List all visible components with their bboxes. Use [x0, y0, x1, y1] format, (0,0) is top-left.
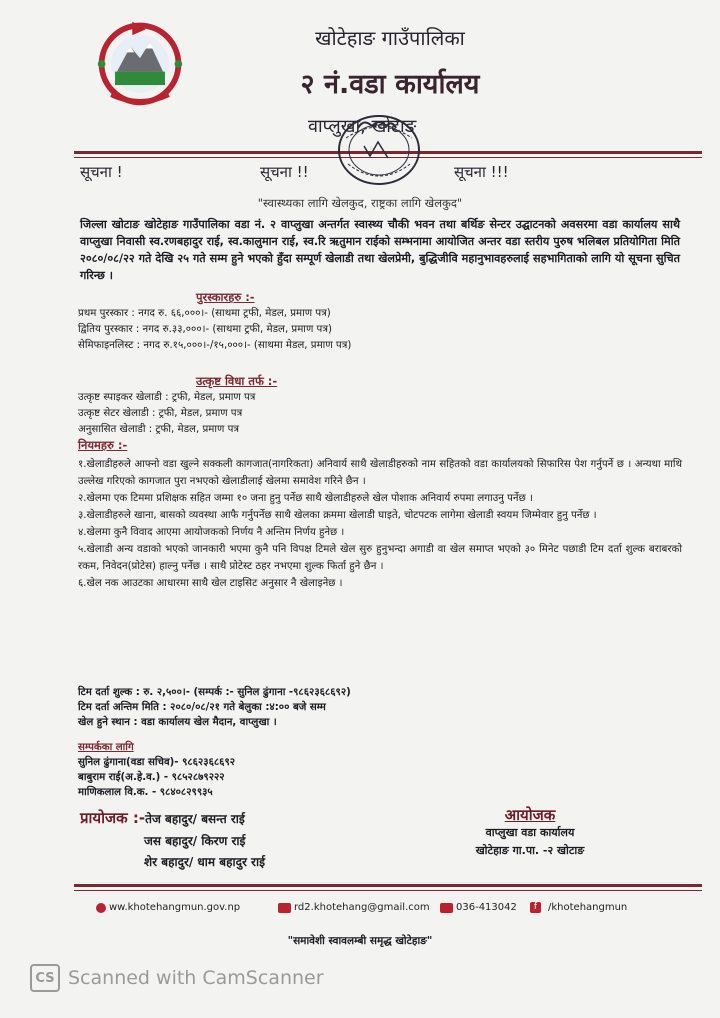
footer-motto: "समावेशी स्वावलम्बी समृद्ध खोटेहाङ" [287, 935, 433, 947]
rules-list [78, 456, 682, 592]
organizer-line: वाप्लुखा वडा कार्यालय [485, 826, 575, 839]
best-item: उत्कृष्ट सेटर खेलाडी : ट्रफी, मेडल, प्रमाण पत्र [78, 408, 243, 419]
footer-phone[interactable]: 036-413042 [440, 902, 517, 913]
office-location: वाप्लुखा, खोटाङ [308, 116, 417, 137]
prize-item: सेमिफाइनलिस्ट : नगद रु.१५,०००।-/१५,०००।- (साथमा मेडल, प्रमाण पत्र) [78, 340, 352, 351]
globe-icon [96, 903, 106, 913]
rule-item: ६.खेल नक आउटका आधारमा साथै खेल टाइसिट अनुसार नै खेलाइनेछ । [78, 578, 343, 589]
slogan: "स्वास्थ्यका लागि खेलकुद, राष्ट्रका लागि खेलकुद" [257, 196, 463, 210]
organizer-block [440, 806, 620, 860]
notice-intro: जिल्ला खोटाङ खोटेहाङ गाउँपालिका वडा नं. २ वाप्लुखा अन्तर्गत स्वास्थ्य चौकी भवन तथा बर्थिङ सेन्टर उद्घाटनको अवसरमा वडा कार्यालय साथै वाप्लुखा निवासी स्व.रणबहादुर राई, स्व.कालुमान राई, स्व.रि ऋतुमान राईको सम्भनामा आयोजित अन्तर वडा स्तरीय पुरुष भलिबल प्रतियोगिता मिति २०८०/०८/२२ गते देखि २५ गते सम्म हुने भएको हुँदा सम्पूर्ण खेलाडी तथा खेलप्रेमी, बुद्धिजीवि महानुभावहरुलाई सहभागिताको लागि यो सूचना सुचित गरिन्छ । [80, 218, 680, 282]
prizes-heading: पुरस्कारहरु :- [196, 290, 255, 304]
notice-label-2: सूचना !! [260, 163, 309, 181]
notice-label-1: सूचना ! [80, 163, 123, 181]
rule-item: ५.खेलाडी अन्य वडाको भएको जानकारी भएमा कुनै पनि विपक्ष टिमले खेल सुरु हुनुभन्दा अगाडी वा खेल समाप्त भएको ३० मिनेट पछाडी टिम दर्ता शुल्क बराबरको रकम, निवेदन(प्रोटेस) हाल्नु पर्नेछ । साथै प्रोटेस्ट ठहर नभएमा शुल्क फिर्ता हुने छैन । [78, 544, 682, 572]
organizer-line: खोटेहाङ गा.पा. -२ खोटाङ [475, 844, 585, 857]
registration-deadline: टिम दर्ता अन्तिम मिति : २०८०/०८/२१ गते बेलुका :४:०० बजे सम्म [78, 702, 326, 713]
venue: खेल हुने स्थान : वडा कार्यालय खेल मैदान, वाप्लुखा । [78, 717, 277, 728]
footer-website[interactable]: ww.khotehangmun.gov.np [96, 902, 240, 913]
municipality-name: खोटेहाङ गाउँपालिका [315, 26, 465, 50]
registration-info [78, 685, 351, 730]
rule-item: ४.खेलमा कुनै विवाद आएमा आयोजकको निर्णय नै अन्तिम निर्णय हुनेछ । [78, 527, 345, 538]
sponsor-line: शेर बहादुर/ धाम बहादुर राई [144, 855, 265, 869]
contact-list [78, 740, 235, 800]
facebook-icon: f [530, 902, 541, 913]
sponsor-line: जस बहादुर/ किरण राई [144, 834, 246, 848]
best-item: उत्कृष्ट स्पाइकर खेलाडी : ट्रफी, मेडल, प्रमाण पत्र [78, 392, 256, 403]
rules-heading: नियमहरु :- [78, 438, 128, 452]
contact-item: सुनिल ढुंगाना(वडा सचिव)- ९८६२३६८६९२ [78, 757, 236, 768]
camscanner-logo-icon: CS [30, 964, 60, 992]
rule-item: २.खेलमा एक टिममा प्रशिक्षक सहित जम्मा १० जना हुनु पर्नेछ साथै खेलाडीहरुले खेल पोशाक अनिवार्य रुपमा लगाउनु पर्नेछ । [78, 493, 533, 504]
contact-heading: सम्पर्कका लागि [78, 742, 134, 753]
contact-item: बाबुराम राई(अ.हे.व.) - ९८५२८७९२२२ [78, 772, 225, 783]
camscanner-watermark [30, 964, 324, 992]
camscanner-text: Scanned with CamScanner [68, 967, 324, 989]
footer-facebook[interactable]: f /khotehangmun [530, 902, 627, 913]
rule-item: ३.खेलाडीहरुले खाना, बासको व्यवस्था आफै गर्नुपर्नेछ साथै खेलका क्रममा खेलाडी घाइते, चोटपटक लागेमा खेलाडी स्वयम जिम्मेवार हुनु पर्नेछ । [78, 510, 597, 521]
phone-icon [440, 903, 453, 913]
rule-item: १.खेलाडीहरुले आफ्नो वडा खुल्ने सक्कली कागजात(नागरिकता) अनिवार्य साथै खेलाडीहरुको नाम सहितको वडा कार्यालयको सिफारिस पेश गर्नुपर्ने छ । अन्यथा माथि उल्लेख गरिएको कागजात पुरा नभएको खेलाडीलाई खेलमा समावेश गरिने छैन । [78, 459, 682, 487]
notice-label-3: सूचना !!! [454, 163, 509, 181]
registration-fee: टिम दर्ता शुल्क : रु. २,५००।- (सम्पर्क :- सुनिल ढुंगाना -९८६२३६८६९२) [78, 687, 351, 698]
sponsor-line: तेज बहादुर/ बसन्त राई [145, 812, 245, 826]
footer-email[interactable]: rd2.khotehang@gmail.com [278, 902, 430, 913]
office-stamp-icon [324, 108, 434, 194]
footer-divider [74, 884, 702, 887]
best-item: अनुसासित खेलाडी : ट्रफी, मेडल, प्रमाण पत्र [78, 424, 239, 435]
office-name: २ नं.वडा कार्यालय [300, 69, 480, 100]
organizer-label: आयोजक [504, 806, 556, 824]
best-heading: उत्कृष्ट विधा तर्फ :- [196, 374, 278, 388]
prize-item: प्रथम पुरस्कार : नगद रु. ६६,०००।- (साथमा ट्रफी, मेडल, प्रमाण पत्र) [78, 308, 331, 319]
sponsor-block [80, 808, 265, 870]
contact-item: माणिकलाल वि.क. - ९८४०८२९९३५ [78, 787, 213, 798]
footer-divider-thin [74, 890, 702, 891]
prize-item: द्वितिय पुरस्कार : नगद रु.३३,०००।- (साथमा ट्रफी, मेडल, प्रमाण पत्र) [78, 324, 332, 335]
sponsor-label: प्रायोजक :- [80, 809, 146, 827]
mail-icon [278, 903, 291, 913]
